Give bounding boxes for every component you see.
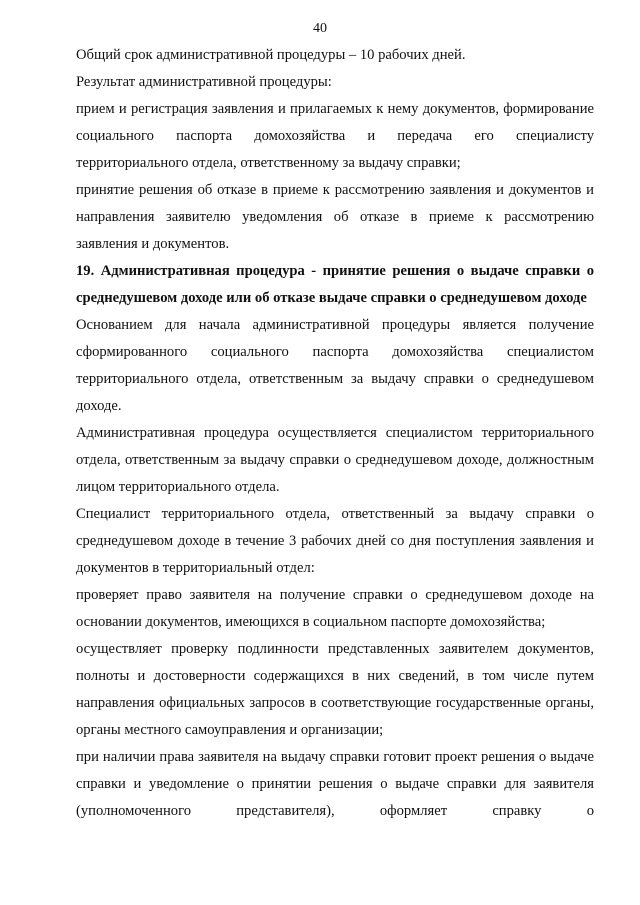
document-body — [76, 42, 594, 825]
paragraph-specialist: Специалист территориального отдела, ответственный за выдачу справки о среднедушевом доходе в течение 3 рабочих дней со дня поступления заявления и документов в территориальный отдел: — [76, 506, 594, 576]
paragraph-performer: Административная процедура осуществляется специалистом территориального отдела, ответственным за выдачу справки о среднедушевом доходе, должностным лицом территориального отдела. — [76, 425, 594, 495]
section-heading: 19. Административная процедура - принятие решения о выдаче справки о среднедушевом доходе или об отказе выдаче справки о среднедушевом доходе — [76, 263, 594, 306]
paragraph-verify-documents: осуществляет проверку подлинности представленных заявителем документов, полноты и достоверности содержащихся в них сведений, в том числе путем направления официальных запросов в соответствующие государственные органы, органы местного самоуправления и организации; — [76, 641, 594, 738]
paragraph-result-heading: Результат административной процедуры: — [76, 74, 332, 90]
paragraph-duration: Общий срок административной процедуры – 10 рабочих дней. — [76, 47, 466, 63]
paragraph-result-item-2: принятие решения об отказе в приеме к рассмотрению заявления и документов и направления заявителю уведомления об отказе в приеме к рассмотрению заявления и документов. — [76, 182, 594, 252]
paragraph-prepare-decision: при наличии права заявителя на выдачу справки готовит проект решения о выдаче справки и уведомление о принятии решения о выдаче справки для заявителя (уполномоченного представителя), оформляет справку о — [76, 749, 594, 819]
paragraph-basis: Основанием для начала административной процедуры является получение сформированного социального паспорта домохозяйства специалистом территориального отдела, ответственным за выдачу справки о среднедушевом доходе. — [76, 317, 594, 414]
paragraph-result-item-1: прием и регистрация заявления и прилагаемых к нему документов, формирование социального паспорта домохозяйства и передача его специалисту территориального отдела, ответственному за выдачу справки; — [76, 101, 594, 171]
paragraph-check-right: проверяет право заявителя на получение справки о среднедушевом доходе на основании документов, имеющихся в социальном паспорте домохозяйства; — [76, 587, 594, 630]
page-number: 40 — [313, 21, 327, 36]
